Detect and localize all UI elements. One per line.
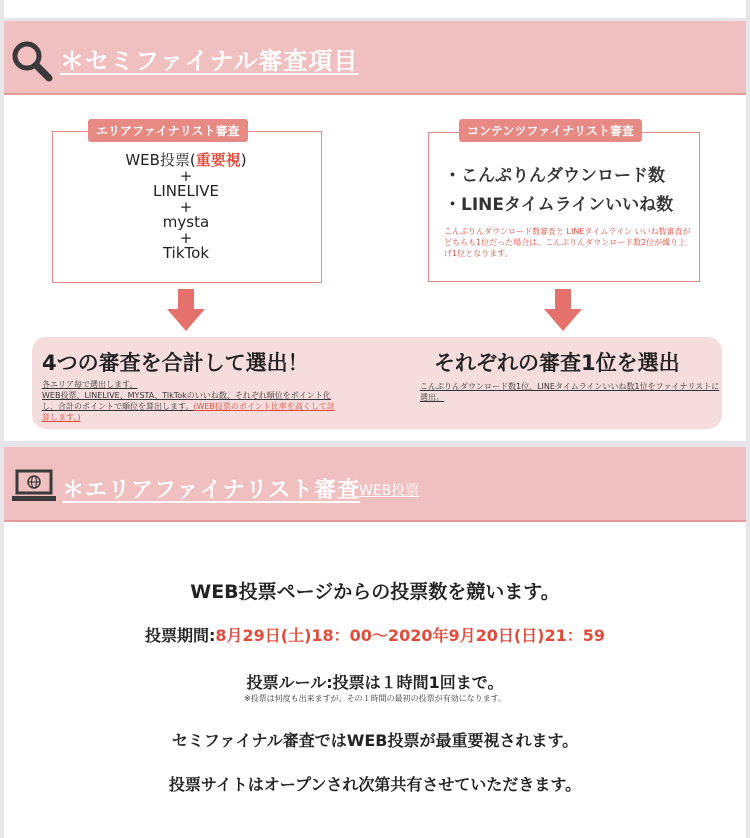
result-right-note: こんぷりんダウンロード数1位、LINEタイムラインいいね数1位をファイナリストに選出。 — [420, 382, 720, 402]
vote-site-notice: 投票サイトはオープンされ次第共有させていただきます。 — [168, 775, 582, 794]
vote-period: 投票期間:8月29日(土)18：00〜2020年9月20日(日)21：59 — [144, 626, 606, 645]
section-header-band — [4, 447, 746, 522]
area-finalist-section — [4, 447, 746, 838]
criteria-tiktok: TikTok — [162, 244, 210, 262]
plus-sign: + — [179, 229, 193, 247]
criteria-download-count: ・こんぷりんダウンロード数 — [444, 166, 665, 186]
area-criteria-list — [52, 151, 320, 263]
criteria-web-vote: WEB投票(重要視) — [125, 151, 247, 169]
result-left-title: 4つの審査を合計して選出！ — [42, 351, 309, 375]
vote-rule: 投票ルール:投票は１時間1回まで。 — [246, 673, 504, 692]
magnifier-icon — [10, 39, 54, 83]
section-title: ＊エリアファイナリスト審査 — [62, 478, 361, 503]
down-arrow-icon — [167, 289, 205, 331]
plus-sign: + — [179, 198, 193, 216]
vote-importance: セミファイナル審査ではWEB投票が最重要視されます。 — [171, 731, 579, 750]
criteria-mysta: mysta — [162, 213, 210, 231]
plus-sign: + — [179, 167, 193, 185]
criteria-linelive: LINELIVE — [153, 182, 219, 200]
content-finalist-tag: コンテンツファイナリスト審査 — [459, 119, 642, 142]
vote-rule-note: ※投票は何度も出来ますが、その１時間の最初の投票が有効になります。 — [243, 694, 507, 703]
result-right-title: それぞれの審査1位を選出 — [434, 351, 680, 375]
section-subtitle: WEB投票 — [359, 483, 420, 499]
section-title: ＊セミファイナル審査項目 — [60, 47, 359, 75]
result-left-note: 各エリア毎で選出します。 WEB投票、LINELIVE、MYSTA、TikTokのいいね数、それぞれ順位をポイント化し、合計のポイントで順位を算出します。(WEB投票のポイント比率を高くして計算します。) — [42, 380, 335, 422]
previous-section-card — [4, 0, 746, 18]
vote-description: WEB投票ページからの投票数を競います。 — [190, 581, 560, 603]
tie-rule-note: こんぷりんダウンロード数審査と LINEタイムライン いいね数審査がどちらも1位だった場合は、こんぷりんダウンロード数2位が繰り上げ1位となります。 — [444, 227, 691, 258]
laptop-globe-icon — [12, 469, 56, 503]
semifinal-section — [4, 21, 746, 441]
criteria-line-likes: ・LINEタイムラインいいね数 — [444, 195, 674, 215]
down-arrow-icon — [544, 289, 582, 331]
area-finalist-tag: エリアファイナリスト審査 — [88, 119, 248, 142]
section-header-band — [4, 21, 746, 95]
